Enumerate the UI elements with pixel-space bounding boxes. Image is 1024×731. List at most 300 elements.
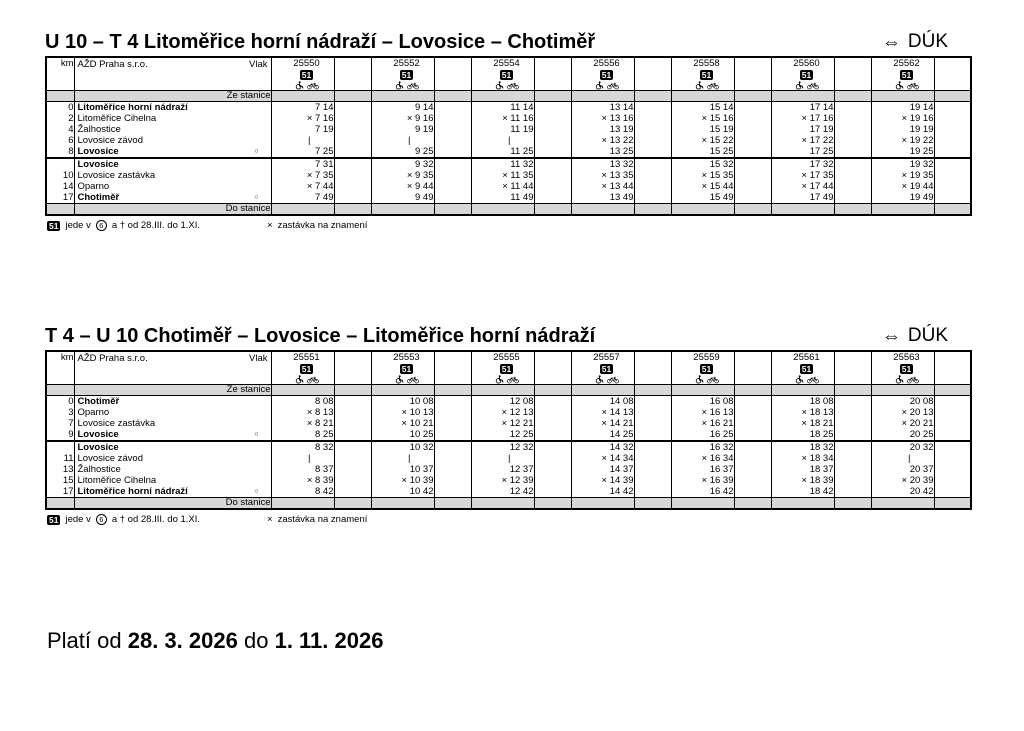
- train-number: 25563: [893, 352, 920, 363]
- separator-cell: [834, 441, 871, 453]
- train-header-cell: [871, 57, 934, 91]
- station-name: Oparno: [77, 407, 110, 418]
- separator-cell: [934, 429, 971, 441]
- km-value: 6: [68, 135, 74, 146]
- separator-cell: [834, 407, 871, 418]
- note-51-badge: 51: [401, 70, 412, 80]
- note-51-badge: 51: [901, 70, 912, 80]
- separator-cell: [334, 146, 371, 158]
- separator-cell: [434, 57, 471, 91]
- time-cell: 19 49: [871, 192, 934, 204]
- separator-cell: [834, 475, 871, 486]
- train-number: 25561: [793, 352, 820, 363]
- separator-cell: [734, 181, 771, 192]
- train-header-cell: [471, 351, 534, 385]
- separator-cell: [534, 453, 571, 464]
- station-cell: [74, 475, 271, 486]
- separator-cell: [534, 170, 571, 181]
- separator-cell: [434, 407, 471, 418]
- separator-cell: [534, 181, 571, 192]
- time-cell: × 20 13: [871, 407, 934, 418]
- timetable-section-return: [45, 324, 974, 525]
- circled-6-day-icon: 6: [96, 514, 107, 525]
- time-cell: 16 42: [671, 486, 734, 498]
- station-row: [46, 464, 971, 475]
- train-header-cell: [671, 57, 734, 91]
- wheelchair-icon: [695, 375, 704, 384]
- separator-cell: [634, 486, 671, 498]
- separator-cell: [834, 181, 871, 192]
- time-cell: × 17 16: [771, 113, 834, 124]
- station-name: Oparno: [77, 181, 110, 192]
- km-value: 8: [68, 146, 74, 157]
- km-value: [46, 158, 74, 170]
- km-value: 4: [68, 124, 74, 135]
- station-cell: [74, 146, 271, 158]
- km-value: 3: [68, 407, 74, 418]
- station-cell: [74, 441, 271, 453]
- time-cell: 9 25: [371, 146, 434, 158]
- note-51-badge: 51: [49, 515, 59, 525]
- time-cell: × 20 39: [871, 475, 934, 486]
- station-name: Lovosice: [77, 442, 119, 453]
- timetable-section-outbound: [45, 30, 974, 231]
- note-51-badge: 51: [801, 70, 812, 80]
- time-cell: × 13 22: [571, 135, 634, 146]
- train-number: 25550: [293, 58, 320, 69]
- separator-cell: [734, 170, 771, 181]
- time-cell: × 9 44: [371, 181, 434, 192]
- time-cell: 7 25: [271, 146, 334, 158]
- time-cell: 13 14: [571, 102, 634, 114]
- separator-cell: [534, 475, 571, 486]
- time-cell: 17 25: [771, 146, 834, 158]
- time-cell: 14 08: [571, 396, 634, 408]
- separator-cell: [934, 351, 971, 385]
- separator-cell: [334, 486, 371, 498]
- time-cell: 12 37: [471, 464, 534, 475]
- separator-cell: [334, 57, 371, 91]
- separator-cell: [634, 441, 671, 453]
- separator-cell: [934, 407, 971, 418]
- separator-cell: [834, 113, 871, 124]
- separator-cell: [634, 170, 671, 181]
- station-row: [46, 418, 971, 429]
- time-cell: × 20 21: [871, 418, 934, 429]
- note-51-badge: 51: [301, 364, 312, 374]
- time-cell: × 11 35: [471, 170, 534, 181]
- separator-cell: [734, 429, 771, 441]
- wheelchair-icon: [895, 81, 904, 90]
- train-number: 25552: [393, 58, 420, 69]
- bike-icon: [507, 376, 519, 384]
- separator-cell: [634, 475, 671, 486]
- train-number: 25557: [593, 352, 620, 363]
- wheelchair-icon: [495, 375, 504, 384]
- note-51-badge: 51: [49, 221, 59, 231]
- train-number: 25560: [793, 58, 820, 69]
- time-cell: 18 25: [771, 429, 834, 441]
- time-cell: 13 25: [571, 146, 634, 158]
- note-51-badge: 51: [701, 70, 712, 80]
- time-cell: 9 49: [371, 192, 434, 204]
- note-51-badge: 51: [401, 364, 412, 374]
- time-cell: × 14 21: [571, 418, 634, 429]
- train-number: 25553: [393, 352, 420, 363]
- duk-text: DÚK: [907, 31, 948, 52]
- route-title: T 4 – U 10 Chotiměř – Lovosice – Litoměřice horní nádraží: [45, 325, 596, 347]
- train-number: 25554: [493, 58, 520, 69]
- station-name: Lovosice: [77, 146, 119, 157]
- separator-cell: [934, 396, 971, 408]
- separator-cell: [534, 102, 571, 114]
- wheelchair-icon: [795, 375, 804, 384]
- request-stop-sign: ×: [267, 220, 273, 231]
- time-cell: × 18 13: [771, 407, 834, 418]
- time-cell: 8 37: [271, 464, 334, 475]
- time-cell: × 17 35: [771, 170, 834, 181]
- vlak-label: Vlak: [249, 59, 268, 70]
- train-header-cell: [871, 351, 934, 385]
- train-header-cell: [271, 57, 334, 91]
- km-value: 0: [68, 396, 74, 407]
- separator-cell: [734, 57, 771, 91]
- train-header-cell: [371, 57, 434, 91]
- time-cell: 17 14: [771, 102, 834, 114]
- timetable-header-row: [46, 57, 971, 91]
- bike-icon: [407, 376, 419, 384]
- separator-cell: [434, 102, 471, 114]
- separator-cell: [934, 192, 971, 204]
- separator-cell: [734, 464, 771, 475]
- time-cell: 16 08: [671, 396, 734, 408]
- direction-row: [46, 498, 971, 510]
- station-row: [46, 407, 971, 418]
- station-name: Lovosice zastávka: [77, 418, 156, 429]
- separator-cell: [334, 124, 371, 135]
- km-value: 9: [68, 429, 74, 440]
- time-cell: × 7 35: [271, 170, 334, 181]
- separator-cell: [934, 418, 971, 429]
- time-cell: 18 37: [771, 464, 834, 475]
- time-cell: 10 37: [371, 464, 434, 475]
- separator-cell: [334, 192, 371, 204]
- separator-cell: [834, 396, 871, 408]
- separator-cell: [934, 158, 971, 170]
- bike-icon: [607, 82, 619, 90]
- separator-cell: [434, 124, 471, 135]
- station-cell: [74, 181, 271, 192]
- separator-cell: [934, 181, 971, 192]
- separator-cell: [634, 192, 671, 204]
- separator-cell: [434, 429, 471, 441]
- time-cell: 14 37: [571, 464, 634, 475]
- time-cell: × 13 44: [571, 181, 634, 192]
- separator-cell: [934, 486, 971, 498]
- station-row: [46, 181, 971, 192]
- km-value: 15: [62, 475, 74, 486]
- separator-cell: [434, 475, 471, 486]
- separator-cell: [834, 351, 871, 385]
- station-row: [46, 453, 971, 464]
- duk-text: DÚK: [907, 325, 948, 346]
- separator-cell: [634, 396, 671, 408]
- separator-cell: [434, 441, 471, 453]
- time-cell: |: [371, 135, 434, 146]
- separator-cell: [534, 135, 571, 146]
- km-header: km: [46, 57, 74, 91]
- station-name: Žalhostice: [77, 464, 121, 475]
- wheelchair-icon: [295, 375, 304, 384]
- separator-cell: [834, 124, 871, 135]
- separator-cell: [634, 113, 671, 124]
- from-station-label: Ze stanice: [74, 91, 271, 102]
- validity-note: [47, 628, 383, 654]
- separator-cell: [934, 453, 971, 464]
- bike-icon: [907, 376, 919, 384]
- time-cell: × 15 16: [671, 113, 734, 124]
- station-row: [46, 396, 971, 408]
- time-cell: 15 32: [671, 158, 734, 170]
- separator-cell: [834, 102, 871, 114]
- wheelchair-icon: [495, 81, 504, 90]
- separator-cell: [334, 158, 371, 170]
- wheelchair-icon: [895, 375, 904, 384]
- separator-cell: [534, 57, 571, 91]
- time-cell: 8 25: [271, 429, 334, 441]
- train-number: 25551: [293, 352, 320, 363]
- bike-icon: [307, 82, 319, 90]
- time-cell: 7 49: [271, 192, 334, 204]
- time-cell: 12 32: [471, 441, 534, 453]
- time-cell: × 19 22: [871, 135, 934, 146]
- separator-cell: [434, 351, 471, 385]
- time-cell: 20 25: [871, 429, 934, 441]
- bike-icon: [707, 82, 719, 90]
- separator-cell: [534, 158, 571, 170]
- validity-to-date: 1. 11. 2026: [274, 628, 384, 653]
- time-cell: 20 37: [871, 464, 934, 475]
- separator-cell: [634, 351, 671, 385]
- time-cell: × 17 44: [771, 181, 834, 192]
- separator-cell: [734, 418, 771, 429]
- stop-mark: ○: [254, 431, 259, 438]
- circled-6-day-icon: 6: [96, 220, 107, 231]
- note-51-badge: 51: [801, 364, 812, 374]
- separator-cell: [634, 146, 671, 158]
- direction-row: [46, 204, 971, 216]
- separator-cell: [334, 135, 371, 146]
- footnote: [45, 514, 974, 525]
- time-cell: 20 08: [871, 396, 934, 408]
- time-cell: 9 19: [371, 124, 434, 135]
- time-cell: 13 19: [571, 124, 634, 135]
- validity-from-date: 28. 3. 2026: [127, 628, 238, 653]
- time-cell: 15 19: [671, 124, 734, 135]
- separator-cell: [734, 135, 771, 146]
- time-cell: 11 19: [471, 124, 534, 135]
- station-name: Chotiměř: [77, 192, 120, 203]
- time-cell: 18 42: [771, 486, 834, 498]
- time-cell: × 14 39: [571, 475, 634, 486]
- station-cell: [74, 407, 271, 418]
- km-value: 17: [62, 486, 74, 497]
- note-51-badge: 51: [701, 364, 712, 374]
- title-row: [45, 30, 974, 53]
- separator-cell: [934, 170, 971, 181]
- separator-cell: [734, 351, 771, 385]
- train-number: 25556: [593, 58, 620, 69]
- from-station-label: Ze stanice: [74, 385, 271, 396]
- wheelchair-icon: [395, 375, 404, 384]
- station-cell: [74, 453, 271, 464]
- separator-cell: [834, 429, 871, 441]
- time-cell: × 14 13: [571, 407, 634, 418]
- time-cell: 19 25: [871, 146, 934, 158]
- station-name: Chotiměř: [77, 396, 120, 407]
- km-value: 11: [63, 453, 74, 464]
- separator-cell: [634, 429, 671, 441]
- time-cell: × 10 21: [371, 418, 434, 429]
- separator-cell: [734, 192, 771, 204]
- separator-cell: [334, 453, 371, 464]
- to-station-label: Do stanice: [74, 498, 271, 510]
- request-stop-sign: ×: [267, 514, 273, 525]
- time-cell: 16 37: [671, 464, 734, 475]
- separator-cell: [534, 418, 571, 429]
- time-cell: × 16 34: [671, 453, 734, 464]
- separator-cell: [834, 464, 871, 475]
- km-value: 17: [62, 192, 74, 203]
- separator-cell: [634, 181, 671, 192]
- km-value: 7: [68, 418, 74, 429]
- time-cell: |: [371, 453, 434, 464]
- separator-cell: [734, 102, 771, 114]
- separator-cell: [334, 396, 371, 408]
- station-cell: [74, 158, 271, 170]
- separator-cell: [834, 192, 871, 204]
- time-cell: 13 32: [571, 158, 634, 170]
- time-cell: × 16 21: [671, 418, 734, 429]
- wheelchair-icon: [695, 81, 704, 90]
- station-name: Žalhostice: [77, 124, 121, 135]
- time-cell: |: [271, 453, 334, 464]
- station-cell: [74, 429, 271, 441]
- time-cell: 16 25: [671, 429, 734, 441]
- stop-mark: ○: [254, 148, 259, 155]
- separator-cell: [934, 102, 971, 114]
- time-cell: × 16 13: [671, 407, 734, 418]
- separator-cell: [834, 418, 871, 429]
- time-cell: × 15 22: [671, 135, 734, 146]
- separator-cell: [634, 124, 671, 135]
- separator-cell: [434, 396, 471, 408]
- separator-cell: [834, 57, 871, 91]
- time-cell: 10 25: [371, 429, 434, 441]
- time-cell: × 12 21: [471, 418, 534, 429]
- time-cell: 16 32: [671, 441, 734, 453]
- separator-cell: [434, 158, 471, 170]
- separator-cell: [334, 351, 371, 385]
- time-cell: × 19 35: [871, 170, 934, 181]
- station-row: [46, 192, 971, 204]
- time-cell: 7 19: [271, 124, 334, 135]
- separator-cell: [534, 464, 571, 475]
- km-value: 0: [68, 102, 74, 113]
- bike-icon: [307, 376, 319, 384]
- separator-cell: [834, 453, 871, 464]
- note-51-badge: 51: [301, 70, 312, 80]
- duk-network-label: [882, 31, 974, 53]
- time-cell: × 18 39: [771, 475, 834, 486]
- direction-row: [46, 385, 971, 396]
- note-51-badge: 51: [601, 364, 612, 374]
- station-row: [46, 441, 971, 453]
- separator-cell: [934, 124, 971, 135]
- separator-cell: [934, 135, 971, 146]
- wheelchair-icon: [395, 81, 404, 90]
- note-51-badge: 51: [901, 364, 912, 374]
- time-cell: × 19 44: [871, 181, 934, 192]
- bike-icon: [707, 376, 719, 384]
- station-cell: [74, 135, 271, 146]
- time-cell: × 14 34: [571, 453, 634, 464]
- validity-prefix: Platí od: [47, 628, 122, 653]
- station-name: Lovosice závod: [77, 453, 143, 464]
- time-cell: 10 42: [371, 486, 434, 498]
- time-cell: 10 08: [371, 396, 434, 408]
- time-cell: 8 08: [271, 396, 334, 408]
- separator-cell: [534, 113, 571, 124]
- separator-cell: [534, 192, 571, 204]
- time-cell: × 18 21: [771, 418, 834, 429]
- separator-cell: [934, 57, 971, 91]
- station-row: [46, 146, 971, 158]
- time-cell: 14 42: [571, 486, 634, 498]
- time-cell: × 12 13: [471, 407, 534, 418]
- separator-cell: [634, 102, 671, 114]
- time-cell: × 16 39: [671, 475, 734, 486]
- time-cell: 9 14: [371, 102, 434, 114]
- station-name: Litoměřice horní nádraží: [77, 102, 188, 113]
- time-cell: × 8 13: [271, 407, 334, 418]
- separator-cell: [934, 146, 971, 158]
- timetable-table-return: [45, 350, 972, 510]
- separator-cell: [334, 102, 371, 114]
- train-header-cell: [571, 57, 634, 91]
- time-cell: 11 25: [471, 146, 534, 158]
- station-name: Litoměřice Cihelna: [77, 113, 157, 124]
- direction-row: [46, 91, 971, 102]
- validity-mid: do: [243, 628, 269, 653]
- separator-cell: [434, 453, 471, 464]
- km-header: km: [46, 351, 74, 385]
- bike-icon: [907, 82, 919, 90]
- duk-network-label: [882, 325, 974, 347]
- separator-cell: [434, 181, 471, 192]
- time-cell: × 13 35: [571, 170, 634, 181]
- request-stop-text: zastávka na znamení: [277, 220, 368, 231]
- time-cell: × 10 39: [371, 475, 434, 486]
- wheelchair-icon: [295, 81, 304, 90]
- station-name: Litoměřice Cihelna: [77, 475, 157, 486]
- km-value: 14: [62, 181, 74, 192]
- separator-cell: [334, 464, 371, 475]
- operator-cell: [74, 351, 271, 385]
- time-cell: × 7 44: [271, 181, 334, 192]
- time-cell: 19 14: [871, 102, 934, 114]
- request-stop-text: zastávka na znamení: [277, 514, 368, 525]
